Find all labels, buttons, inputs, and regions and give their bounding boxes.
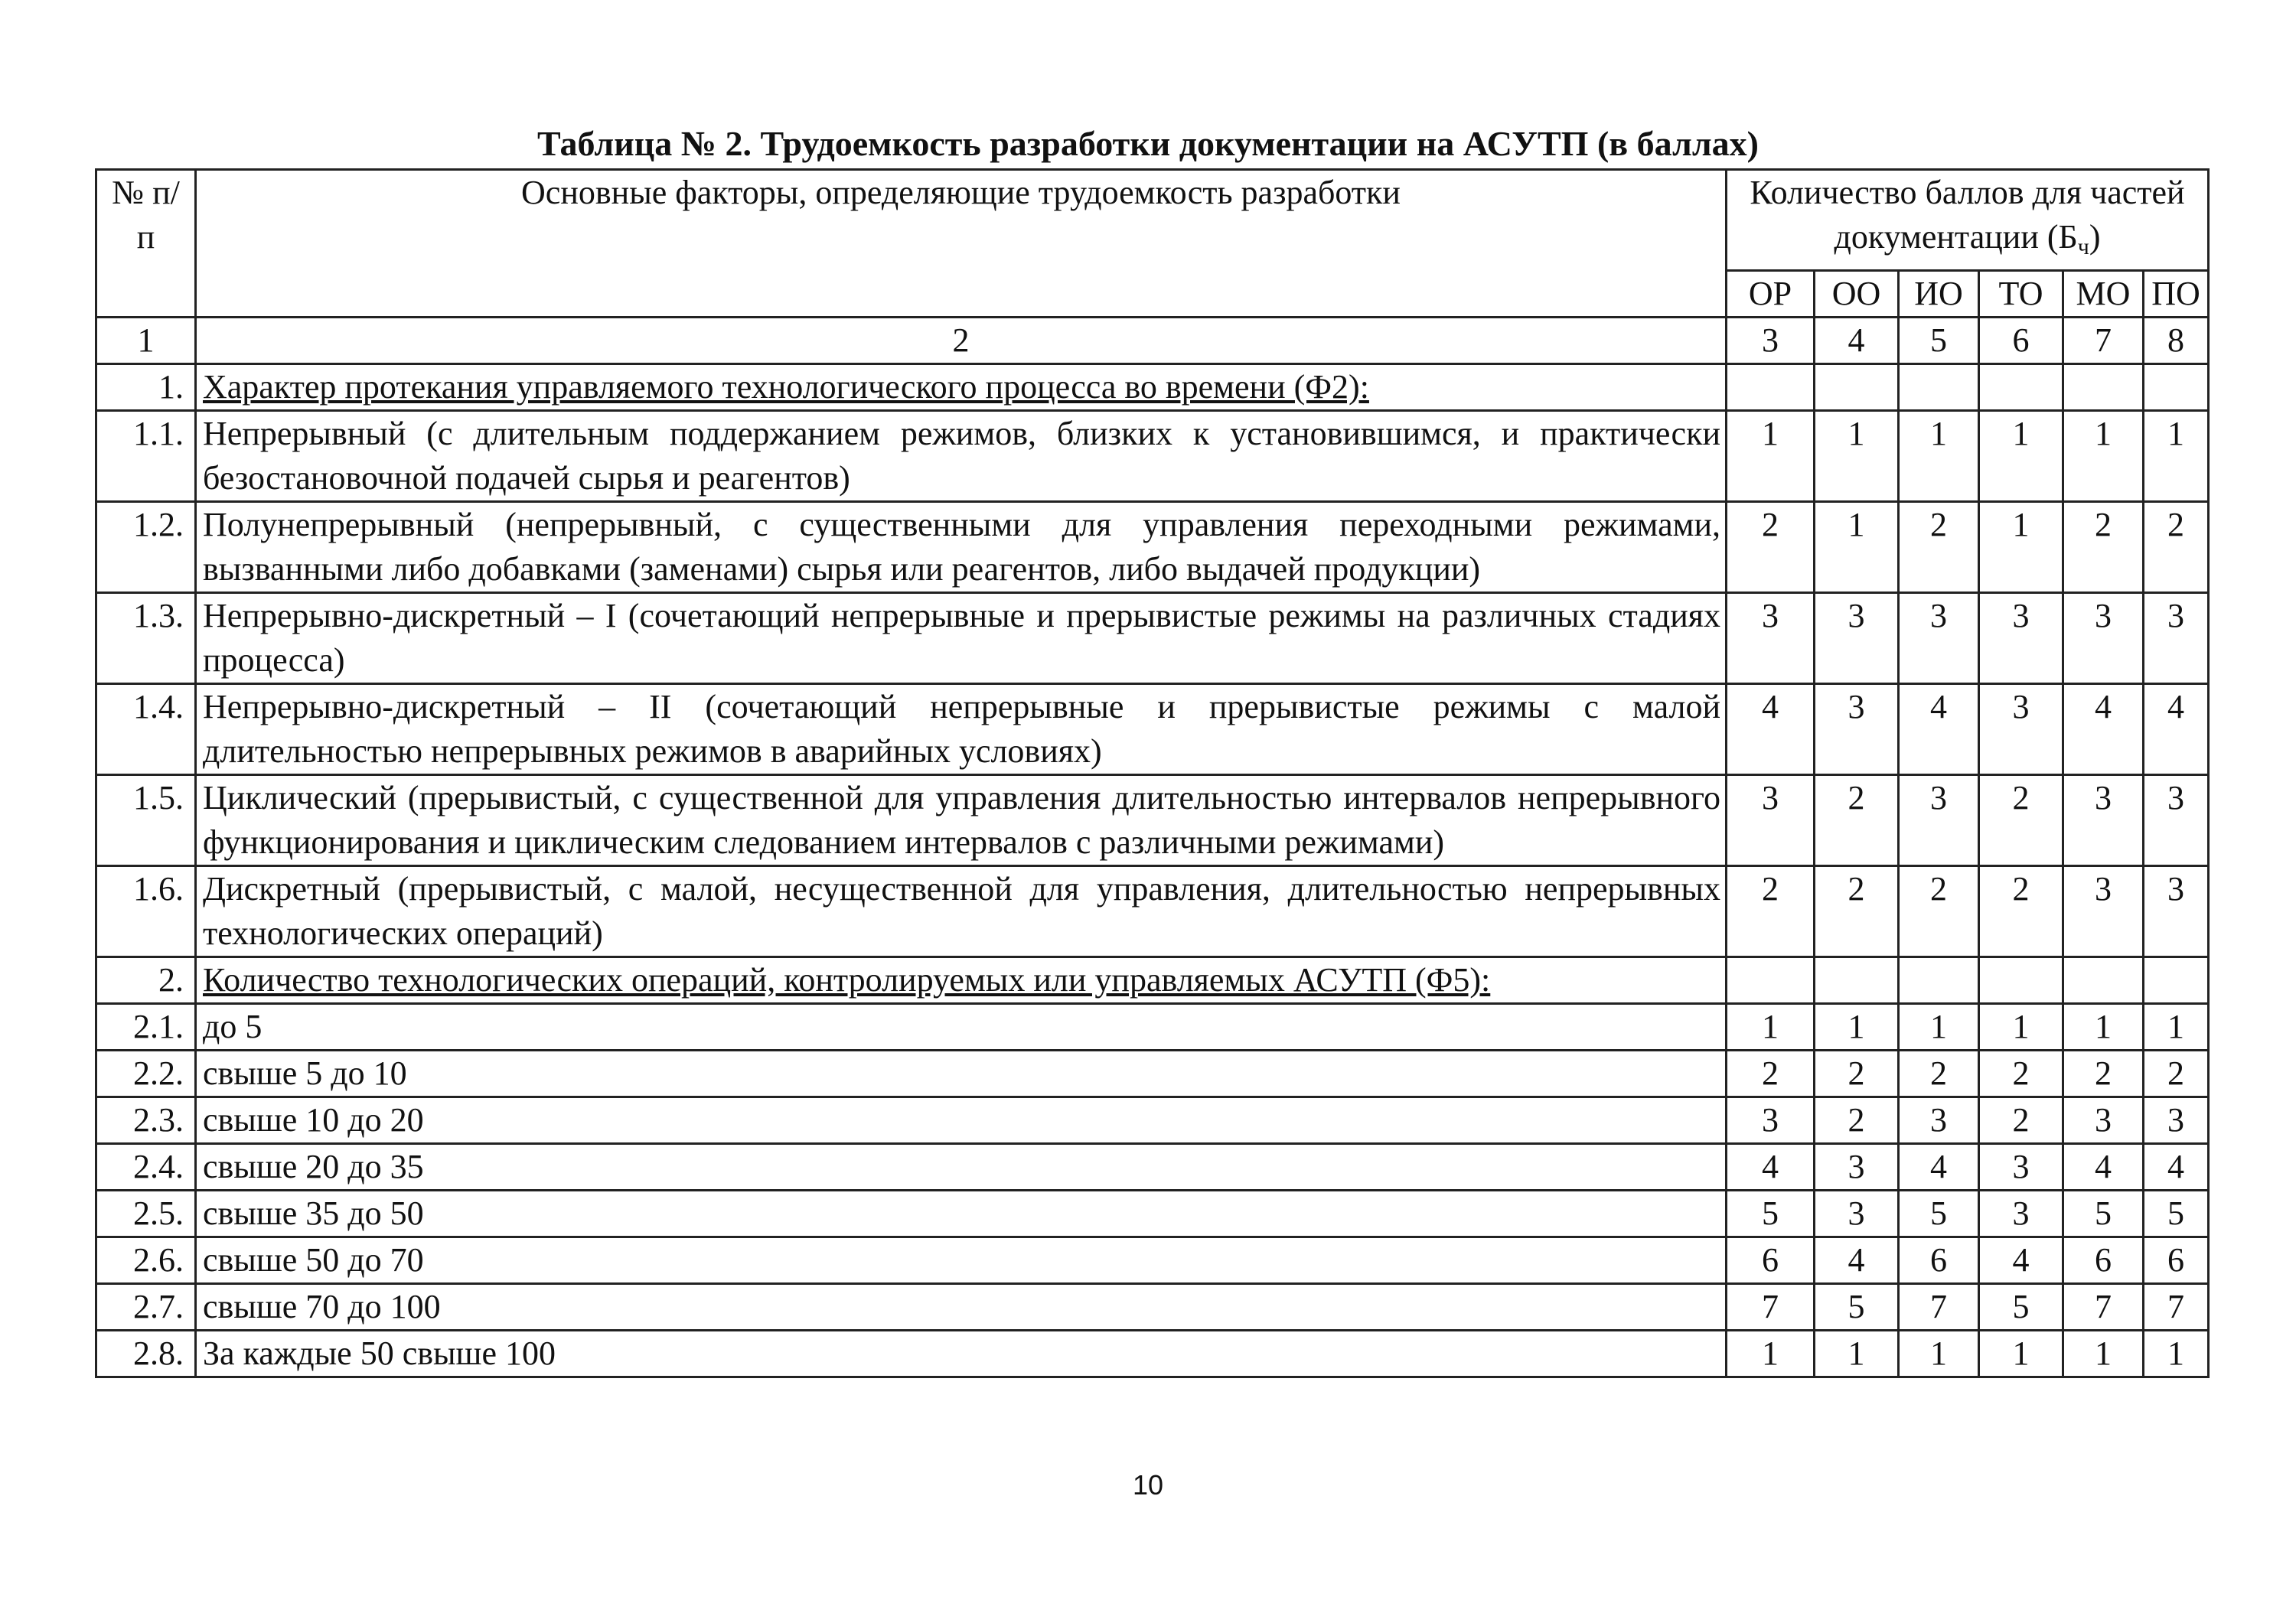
row-number: 1.6. [96,866,196,957]
section-number: 1. [96,364,196,411]
points-value: 2 [1979,1051,2063,1097]
points-value: 2 [2144,502,2209,593]
header-points-sub: ч [2077,234,2089,259]
points-value: 5 [2063,1191,2144,1237]
table-body [96,170,2209,1377]
header-factors: Основные факторы, определяющие трудоемкость разработки [196,170,1727,318]
points-value: 2 [1899,866,1979,957]
points-value: 1 [1815,502,1899,593]
header-no: № п/п [96,170,196,318]
points-value: 5 [1899,1191,1979,1237]
row-number: 2.5. [96,1191,196,1237]
points-value: 3 [1727,1097,1815,1144]
part-header: ИО [1899,271,1979,318]
row-number: 1.1. [96,411,196,502]
table-row [96,1237,2209,1284]
empty-cell [2063,957,2144,1004]
points-value: 2 [1727,1051,1815,1097]
empty-cell [1727,364,1815,411]
points-value: 1 [2063,1331,2144,1377]
section-header-row [96,957,2209,1004]
points-value: 1 [1979,411,2063,502]
points-value: 4 [1979,1237,2063,1284]
part-header: ОР [1727,271,1815,318]
table-row [96,775,2209,866]
row-number: 2.7. [96,1284,196,1331]
points-value: 4 [1727,1144,1815,1191]
part-header: МО [2063,271,2144,318]
empty-cell [1815,364,1899,411]
points-value: 1 [1727,1331,1815,1377]
table-row [96,1004,2209,1051]
factor-text: Непрерывный (с длительным поддержанием режимов, близких к установившимся, и практически безостановочной подачей сырья и реагентов) [196,411,1727,502]
points-value: 1 [1899,1331,1979,1377]
section-header-row [96,364,2209,411]
points-value: 1 [1979,502,2063,593]
points-value: 3 [1727,593,1815,684]
factor-text: до 5 [196,1004,1727,1051]
points-value: 3 [1899,593,1979,684]
points-value: 7 [2144,1284,2209,1331]
points-value: 3 [1815,1144,1899,1191]
points-value: 3 [1815,684,1899,775]
points-value: 1 [1815,1331,1899,1377]
page-title: Таблица № 2. Трудоемкость разработки документации на АСУТП (в баллах) [537,124,1759,163]
column-numbers-row [96,318,2209,364]
points-value: 6 [2063,1237,2144,1284]
column-number: 8 [2144,318,2209,364]
row-number: 2.3. [96,1097,196,1144]
empty-cell [2144,364,2209,411]
points-value: 3 [2063,593,2144,684]
row-number: 2.8. [96,1331,196,1377]
points-value: 3 [2144,593,2209,684]
points-value: 5 [1979,1284,2063,1331]
points-value: 1 [1899,411,1979,502]
points-value: 4 [1899,684,1979,775]
points-value: 6 [1727,1237,1815,1284]
points-value: 4 [2144,1144,2209,1191]
points-value: 1 [2144,1004,2209,1051]
points-value: 2 [1727,502,1815,593]
column-number: 2 [196,318,1727,364]
points-value: 3 [2063,1097,2144,1144]
points-value: 3 [1979,1191,2063,1237]
table-row [96,593,2209,684]
points-value: 1 [2144,1331,2209,1377]
points-value: 4 [2144,684,2209,775]
header-points-main: Количество баллов для частей документации (Б [1750,174,2185,256]
factor-text: свыше 10 до 20 [196,1097,1727,1144]
row-number: 2.4. [96,1144,196,1191]
table-row [96,866,2209,957]
empty-cell [1815,957,1899,1004]
row-number: 1.3. [96,593,196,684]
labor-intensity-table [95,168,2210,1378]
row-number: 2.2. [96,1051,196,1097]
page-number: 10 [1132,1469,1164,1501]
points-value: 5 [2144,1191,2209,1237]
factor-text: Полунепрерывный (непрерывный, с существенными для управления переходными режимами, вызванными либо добавками (заменами) сырья или реагентов, либо выдачей продукции) [196,502,1727,593]
row-number: 1.5. [96,775,196,866]
column-number: 5 [1899,318,1979,364]
points-value: 2 [1815,1097,1899,1144]
table-row [96,684,2209,775]
empty-cell [1899,957,1979,1004]
column-number: 1 [96,318,196,364]
points-value: 7 [1899,1284,1979,1331]
points-value: 2 [2144,1051,2209,1097]
table-row [96,1284,2209,1331]
points-value: 3 [1979,1144,2063,1191]
points-value: 3 [1979,684,2063,775]
points-value: 2 [1979,775,2063,866]
table-row [96,1191,2209,1237]
points-value: 1 [2063,1004,2144,1051]
header-points-end: ) [2089,218,2101,256]
column-number: 4 [1815,318,1899,364]
points-value: 3 [1727,775,1815,866]
points-value: 1 [1727,411,1815,502]
table-row [96,1051,2209,1097]
points-value: 5 [1815,1284,1899,1331]
row-number: 1.4. [96,684,196,775]
points-value: 2 [1979,1097,2063,1144]
factor-text: Дискретный (прерывистый, с малой, несущественной для управления, длительностью непрерывных технологических операций) [196,866,1727,957]
section-title: Количество технологических операций, контролируемых или управляемых АСУТП (Ф5): [196,957,1727,1004]
factor-text: свыше 35 до 50 [196,1191,1727,1237]
row-number: 1.2. [96,502,196,593]
factor-text: Непрерывно-дискретный – I (сочетающий непрерывные и прерывистые режимы на различных стадиях процесса) [196,593,1727,684]
row-number: 2.1. [96,1004,196,1051]
points-value: 2 [1727,866,1815,957]
points-value: 1 [1727,1004,1815,1051]
points-value: 4 [1899,1144,1979,1191]
points-value: 2 [2063,502,2144,593]
factor-text: За каждые 50 свыше 100 [196,1331,1727,1377]
points-value: 2 [1899,502,1979,593]
column-number: 7 [2063,318,2144,364]
table-row [96,502,2209,593]
factor-text: свыше 5 до 10 [196,1051,1727,1097]
points-value: 2 [1815,1051,1899,1097]
points-value: 2 [1815,775,1899,866]
points-value: 1 [2063,411,2144,502]
points-value: 7 [1727,1284,1815,1331]
points-value: 5 [1727,1191,1815,1237]
factor-text: Циклический (прерывистый, с существенной для управления длительностью интервалов непрерывного функционирования и циклическим следованием интервалов с различными режимами) [196,775,1727,866]
points-value: 3 [1815,593,1899,684]
points-value: 1 [1815,411,1899,502]
column-number: 3 [1727,318,1815,364]
points-value: 3 [1899,775,1979,866]
points-value: 4 [2063,684,2144,775]
points-value: 1 [1815,1004,1899,1051]
points-value: 3 [1815,1191,1899,1237]
points-value: 2 [1815,866,1899,957]
header-row-1 [96,170,2209,271]
points-value: 4 [2063,1144,2144,1191]
factor-text: Непрерывно-дискретный – II (сочетающий непрерывные и прерывистые режимы с малой длительностью непрерывных режимов в аварийных условиях) [196,684,1727,775]
empty-cell [2144,957,2209,1004]
part-header: ТО [1979,271,2063,318]
factor-text: свыше 50 до 70 [196,1237,1727,1284]
points-value: 2 [1899,1051,1979,1097]
points-value: 7 [2063,1284,2144,1331]
factor-text: свыше 20 до 35 [196,1144,1727,1191]
points-value: 1 [1979,1331,2063,1377]
empty-cell [1979,957,2063,1004]
points-value: 4 [1727,684,1815,775]
points-value: 3 [2063,866,2144,957]
points-value: 2 [1979,866,2063,957]
points-value: 3 [1979,593,2063,684]
points-value: 1 [1979,1004,2063,1051]
points-value: 3 [2144,866,2209,957]
column-number: 6 [1979,318,2063,364]
empty-cell [2063,364,2144,411]
points-value: 1 [2144,411,2209,502]
section-title: Характер протекания управляемого технологического процесса во времени (Ф2): [196,364,1727,411]
part-header: ПО [2144,271,2209,318]
points-value: 4 [1815,1237,1899,1284]
table-row [96,411,2209,502]
factor-text: свыше 70 до 100 [196,1284,1727,1331]
points-value: 2 [2063,1051,2144,1097]
part-header: ОО [1815,271,1899,318]
table-row [96,1331,2209,1377]
points-value: 6 [2144,1237,2209,1284]
points-value: 3 [1899,1097,1979,1144]
empty-cell [1899,364,1979,411]
row-number: 2.6. [96,1237,196,1284]
empty-cell [1727,957,1815,1004]
empty-cell [1979,364,2063,411]
section-number: 2. [96,957,196,1004]
header-points [1727,170,2209,271]
points-value: 1 [1899,1004,1979,1051]
points-value: 3 [2063,775,2144,866]
table-row [96,1144,2209,1191]
points-value: 3 [2144,1097,2209,1144]
table-row [96,1097,2209,1144]
points-value: 3 [2144,775,2209,866]
points-value: 6 [1899,1237,1979,1284]
